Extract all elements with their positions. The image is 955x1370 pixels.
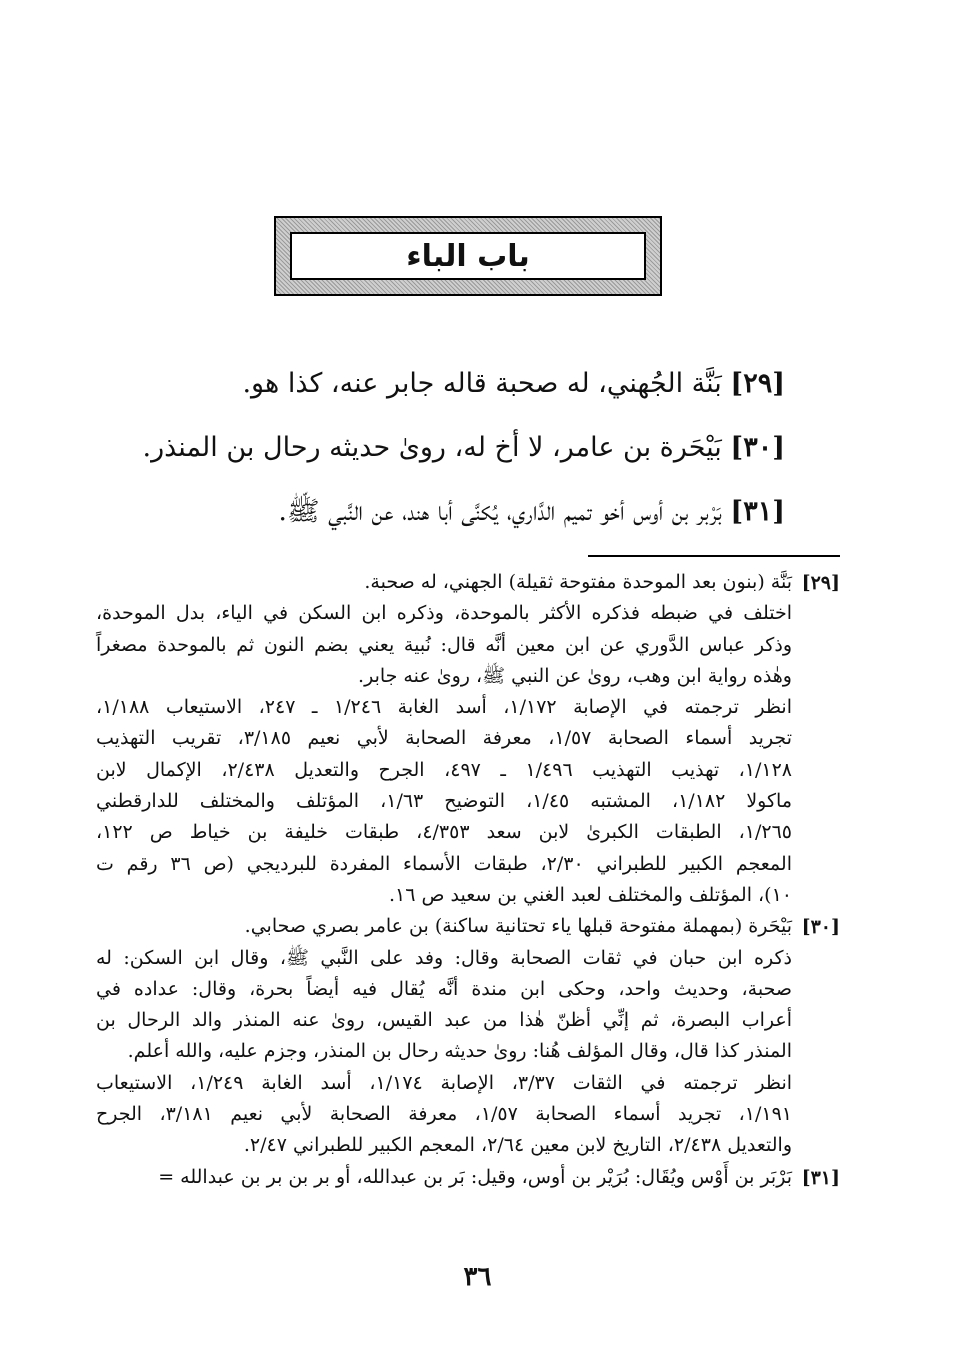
entry-29 xyxy=(80,352,785,416)
footnote-number: [٢٩] xyxy=(801,572,840,594)
footnote-body xyxy=(96,911,792,1161)
chapter-heading-inner xyxy=(290,232,646,280)
footnote-line: انظر ترجمته في الإصابة ١/١٧٢، أسد الغابة ١/٢٤٦ ـ ٢٤٧، الاستيعاب ١/١٨٨، xyxy=(96,696,792,719)
footnote-line: ١/١٩١، تجريد أسماء الصحابة ١/٥٧، معرفة الصحابة لأبي نعيم ٣/١٨١، الجرح xyxy=(96,1103,792,1126)
entry-text: بَيْحَرة بن عامر، لا أخ له، روىٰ حديثه رحال بن المنذر. xyxy=(142,432,722,463)
footnote-line: بَرْبَر بن أَوْس ويُقَال: بُرَيْر بن أوس، وقيل: بَر بن عبدالله، أو بر بن بر بن عبدالله = xyxy=(158,1165,792,1188)
footnote-line: تجريد أسماء الصحابة ١/٥٧، معرفة الصحابة لأبي نعيم ٣/١٨٥، تقريب التهذيب xyxy=(96,727,792,750)
entry-number: [٢٩] xyxy=(730,368,785,399)
footnote-line: وذكر عباس الدَّوري عن ابن معين أنَّه قال: نُبية يعني بضم النون ثم بالموحدة مصغراً xyxy=(96,633,792,656)
footnote-body xyxy=(96,1162,792,1193)
footnote-line: انظر ترجمته في الثقات ٣/٣٧، الإصابة ١/١٧٤، أسد الغابة ١/٢٤٩، الاستيعاب xyxy=(96,1071,793,1094)
footnotes xyxy=(96,567,840,1194)
chapter-title: باب الباء xyxy=(406,238,530,274)
footnote-30 xyxy=(96,911,840,1161)
entry-text: بَرْبر بن أوس أخو تميم الدَّاري، يُكنَّى أبا هند، عن النَّبي ﷺ. xyxy=(278,496,722,527)
footnote-31 xyxy=(96,1162,840,1194)
footnote-29 xyxy=(96,567,840,911)
page-number: ٣٦ xyxy=(463,1262,492,1292)
footnote-line: المنذر كذا قال، وقال المؤلف هُنا: روىٰ حديثه رحال بن المنذر، وجزم عليه، والله أعلم. xyxy=(127,1040,792,1063)
footnote-line: بَنَّة (بنون بعد الموحدة مفتوحة ثقيلة) الجهني، له صحبة. xyxy=(364,571,792,593)
chapter-heading-frame xyxy=(274,216,662,296)
footnote-line: ماكولا ١/١٨٢، المشتبه ١/٤٥، التوضيح ١/٦٣، المؤتلف والمختلف للدارقطني xyxy=(96,790,793,813)
footnote-line: ذكره ابن حبان في ثقات الصحابة وقال: وفد على النَّبي ﷺ، وقال ابن السكن: له xyxy=(96,946,792,969)
entry-number: [٣١] xyxy=(730,496,785,527)
footnote-line: المعجم الكبير للطبراني ٢/٣٠، طبقات الأسماء المفردة للبرديجي (ص ٣٦ رقم ت xyxy=(96,852,792,875)
main-entries xyxy=(80,352,785,544)
footnote-line: ١/١٢٨، تهذيب التهذيب ١/٤٩٦ ـ ٤٩٧، الجرح والتعديل ٢/٤٣٨، الإكمال لابن xyxy=(96,758,792,781)
footnote-line: بَيْحَرة (بمهملة مفتوحة قبلها ياء تحتانية ساكنة) بن عامر بصري صحابي. xyxy=(244,915,792,938)
footnote-line: أعراب البصرة، ثم إنِّي أظنّ هٰذا من عبد القيس، روىٰ عنه المنذر والد الرحال بن xyxy=(96,1009,792,1032)
footnote-line: وهٰذه رواية ابن وهب، روىٰ عن النبي ﷺ، روىٰ عنه جابر. xyxy=(358,664,792,687)
footnote-line: صحبة، وحديث واحد، وحكى ابن مندة أنَّه يُقال فيه أيضاً بحرة، وقال: عداده في xyxy=(96,977,792,1000)
footnote-line: والتعديل ٢/٤٣٨، التاريخ لابن معين ٢/٦٤، المعجم الكبير للطبراني ٢/٤٧. xyxy=(243,1134,792,1157)
footnote-line: ١٠)، المؤتلف والمختلف لعبد الغني بن سعيد ص ١٦. xyxy=(388,883,792,906)
footnote-line: اختلف في ضبطه فذكره الأكثر بالموحدة، وذكره ابن السكن في الياء، بدل الموحدة، xyxy=(96,602,792,625)
entry-number: [٣٠] xyxy=(730,432,785,463)
footnote-body xyxy=(96,567,792,911)
footnote-number: [٣٠] xyxy=(801,916,840,939)
entry-31 xyxy=(80,480,785,544)
footnote-line: ١/٢٦٥، الطبقات الكبرىٰ لابن سعد ٤/٣٥٣، طبقات خليفة بن خياط ص ١٢٢، xyxy=(96,821,792,844)
footnote-number: [٣١] xyxy=(801,1166,840,1189)
footnote-divider xyxy=(588,555,840,557)
entry-text: بَنَّة الجُهني، له صحبة قاله جابر عنه، كذا هو. xyxy=(242,368,722,399)
entry-30 xyxy=(80,416,785,480)
